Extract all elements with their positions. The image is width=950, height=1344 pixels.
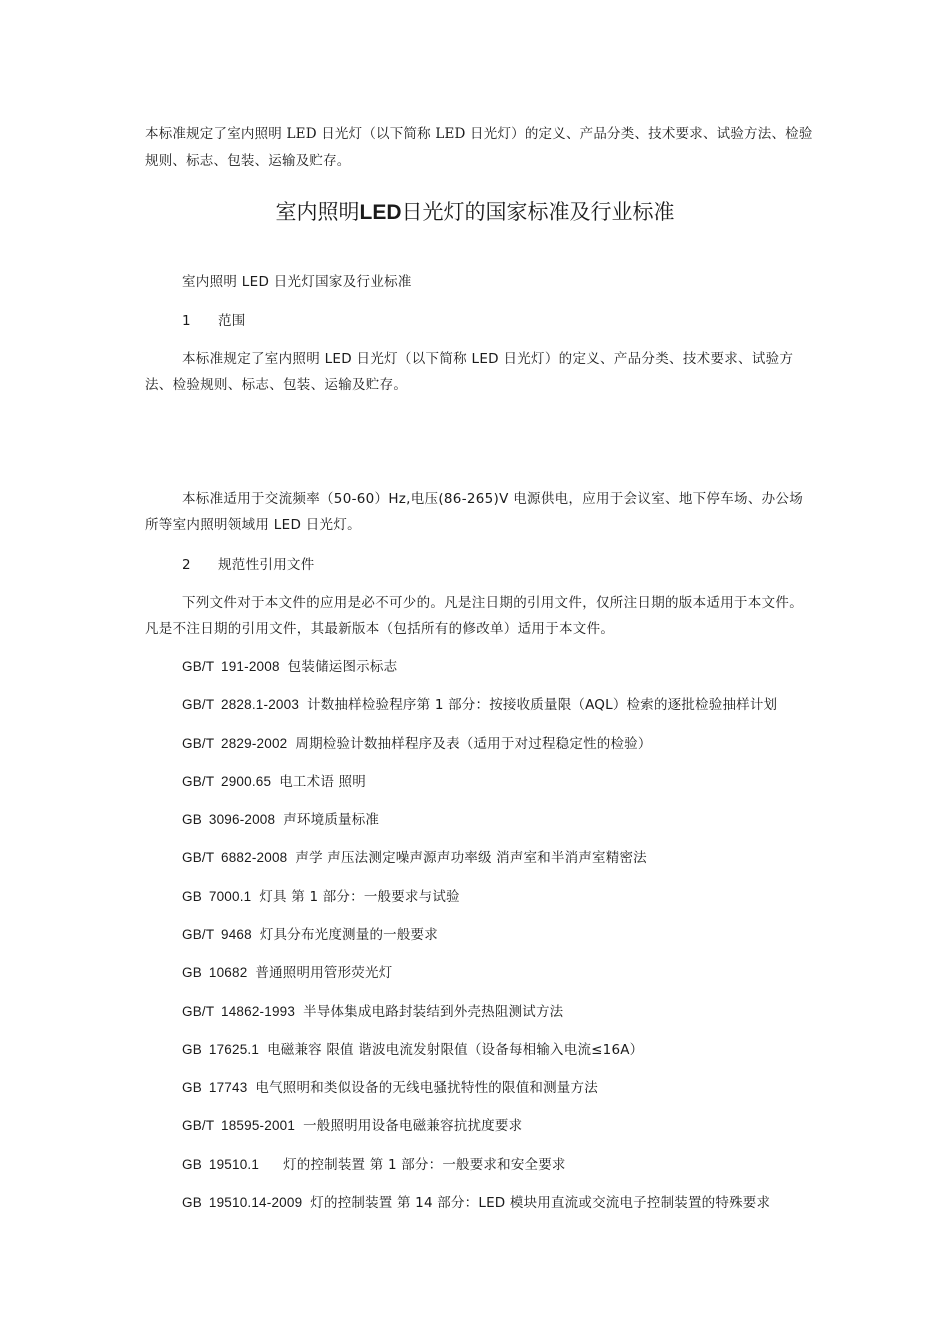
reference-code: GB/T 9468 [182,927,252,942]
reference-code: GB 19510.14-2009 [182,1195,303,1210]
reference-name: 灯具分布光度测量的一般要求 [259,927,438,943]
reference-code: GB 3096-2008 [182,812,276,827]
reference-name: 声环境质量标准 [283,812,380,828]
reference-item [182,1078,822,1098]
reference-code: GB 17625.1 [182,1042,260,1057]
section-2-title: 规范性引用文件 [218,557,315,573]
reference-name: 计数抽样检验程序第 1 部分：按接收质量限（AQL）检索的逐批检验抽样计划 [307,697,778,713]
reference-code: GB/T 2828.1-2003 [182,697,300,712]
reference-name: 包装储运图示标志 [287,659,398,675]
title-suffix: 日光灯的国家标准及行业标准 [401,200,675,224]
reference-item [182,963,822,983]
reference-code: GB 10682 [182,965,248,980]
reference-code: GB/T 2829-2002 [182,736,288,751]
reference-item [182,734,822,754]
section-1-paragraph-2: 本标准适用于交流频率（50-60）Hz,电压(86-265)V 电源供电，应用于会议室、地下停车场、办公场所等室内照明领域用 LED 日光灯。 [145,491,804,533]
section-2-heading [182,552,812,578]
subtitle: 室内照明 LED 日光灯国家及行业标准 [182,274,412,290]
page-title [145,196,805,229]
reference-item [182,1040,822,1060]
reference-code: GB/T 14862-1993 [182,1004,296,1019]
reference-code: GB/T 2900.65 [182,774,272,789]
reference-name: 声学 声压法测定噪声源声功率级 消声室和半消声室精密法 [295,850,647,866]
title-latin: LED [359,201,402,224]
reference-name: 一般照明用设备电磁兼容抗扰度要求 [303,1118,523,1134]
reference-item [182,772,822,792]
reference-name: 电磁兼容 限值 谐波电流发射限值（设备每相输入电流≤16A） [267,1042,644,1058]
title-prefix: 室内照明 [275,200,360,224]
reference-item [182,848,822,868]
reference-item [182,1002,822,1022]
reference-name: 灯的控制装置 第 14 部分：LED 模块用直流或交流电子控制装置的特殊要求 [310,1195,771,1211]
reference-code: GB/T 18595-2001 [182,1118,296,1133]
section-2-number: 2 [182,557,191,573]
reference-name: 灯具 第 1 部分：一般要求与试验 [259,889,460,905]
section-1-paragraph-1: 本标准规定了室内照明 LED 日光灯（以下简称 LED 日光灯）的定义、产品分类、技术要求、试验方法、检验规则、标志、包装、运输及贮存。 [145,351,794,393]
reference-name: 电工术语 照明 [279,774,366,790]
reference-item [182,1116,822,1136]
reference-item [182,1193,822,1213]
reference-item [182,657,822,677]
reference-code: GB/T 6882-2008 [182,850,288,865]
section-2-paragraph: 下列文件对于本文件的应用是必不可少的。凡是注日期的引用文件，仅所注日期的版本适用于本文件。凡是不注日期的引用文件，其最新版本（包括所有的修改单）适用于本文件。 [145,595,803,637]
reference-name: 周期检验计数抽样程序及表（适用于对过程稳定性的检验） [295,736,652,752]
reference-item [182,695,822,715]
reference-name: 电气照明和类似设备的无线电骚扰特性的限值和测量方法 [255,1080,598,1096]
reference-item [182,1155,822,1175]
reference-code: GB 19510.1 [182,1157,260,1172]
reference-name: 半导体集成电路封装结到外壳热阻测试方法 [303,1004,564,1020]
section-1-number: 1 [182,313,191,329]
reference-name: 普通照明用管形荧光灯 [255,965,393,981]
reference-code: GB 17743 [182,1080,248,1095]
reference-code: GB 7000.1 [182,889,252,904]
section-1-title: 范围 [218,313,246,329]
reference-code: GB/T 191-2008 [182,659,280,674]
reference-item [182,925,822,945]
reference-item [182,810,822,830]
section-1-heading [182,308,812,334]
intro-paragraph: 本标准规定了室内照明 LED 日光灯（以下简称 LED 日光灯）的定义、产品分类、技术要求、试验方法、检验规则、标志、包装、运输及贮存。 [145,126,813,169]
reference-item [182,887,822,907]
reference-name: 灯的控制装置 第 1 部分：一般要求和安全要求 [283,1157,566,1173]
